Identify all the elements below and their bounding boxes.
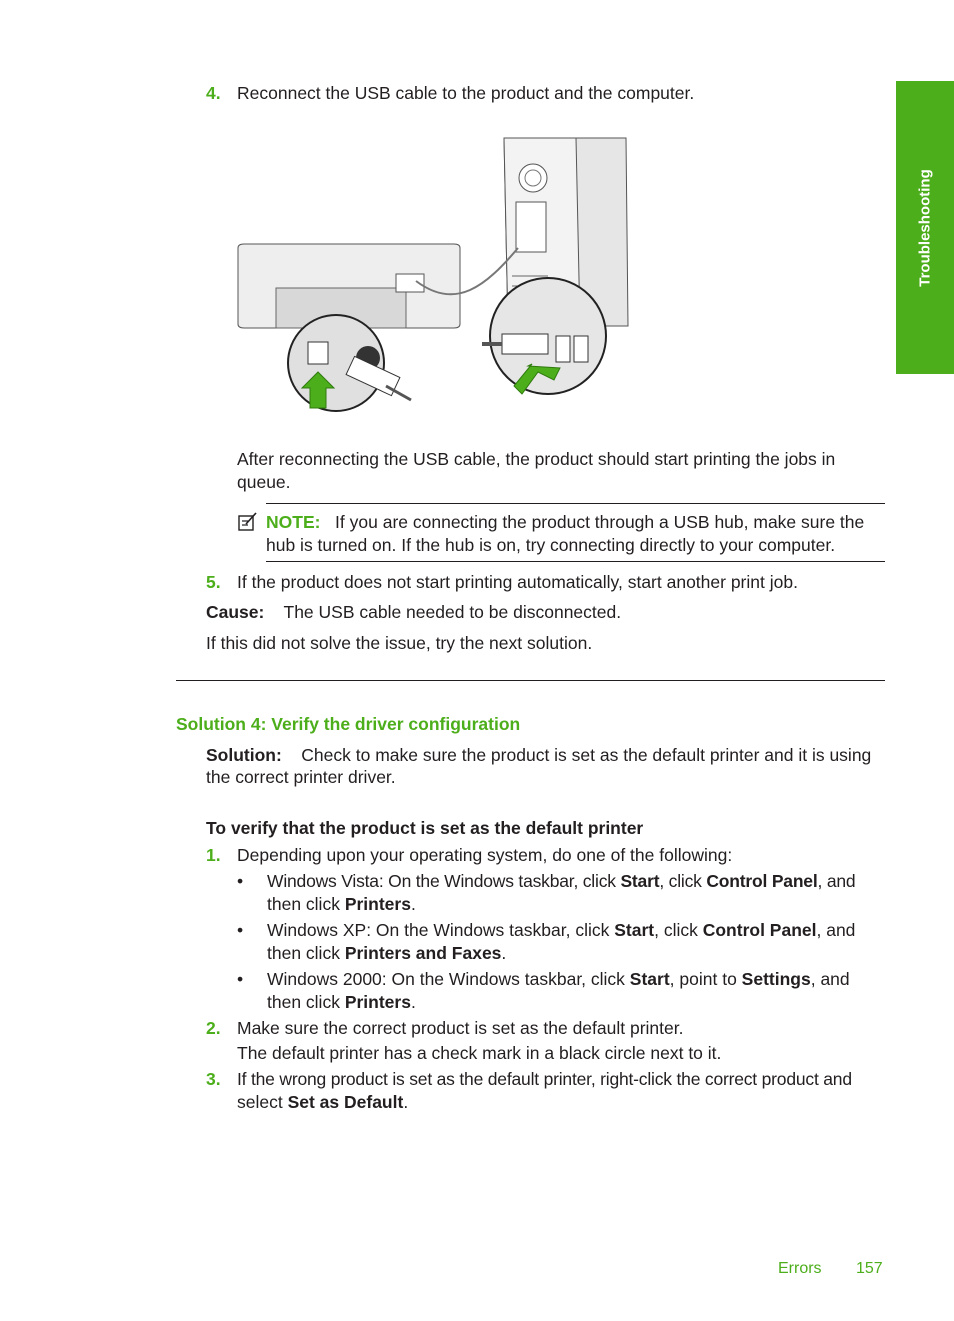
printer-illustration (238, 244, 460, 328)
bullet-xp-line-1: Windows XP: On the Windows taskbar, click Start, click Control Panel, and (267, 920, 856, 940)
cause-text: The USB cable needed to be disconnected. (283, 602, 622, 622)
step-3-number: 3. (206, 1069, 221, 1089)
step-5-text: If the product does not start printing automatically, start another print job. (237, 572, 798, 592)
step-2-number: 2. (206, 1018, 221, 1038)
bullet-vista-line-1: Windows Vista: On the Windows taskbar, click Start, click Control Panel, and (267, 871, 856, 891)
step-3-text: If the wrong product is set as the default printer, right-click the correct product and (237, 1069, 852, 1089)
note-top-rule (266, 503, 885, 504)
note-bottom-rule (266, 561, 885, 562)
step-1-text: Depending upon your operating system, do one of the following: (237, 845, 733, 865)
bullet-vista-line-2: then click Printers. (267, 894, 416, 914)
note-text-1: If you are connecting the product through a USB hub, make sure the (335, 512, 865, 532)
cause-line (206, 601, 621, 624)
bullet-vista-marker: • (237, 871, 244, 891)
computer-usb-port-zoom (482, 278, 606, 394)
note-icon (238, 512, 258, 532)
note-line-2: hub is turned on. If the hub is on, try connecting directly to your computer. (266, 535, 836, 555)
bullet-2000-marker: • (237, 969, 244, 989)
cause-label: Cause: (206, 602, 265, 622)
side-tab-label: Troubleshooting (916, 168, 934, 287)
step-3-line-2: select Set as Default. (237, 1092, 409, 1112)
after-reconnect-paragraph: After reconnecting the USB cable, the product should start printing the jobs in queue. (237, 449, 836, 492)
step-2-text: Make sure the correct product is set as the default printer. (237, 1018, 684, 1038)
section-divider (176, 680, 885, 681)
step-5-number: 5. (206, 572, 221, 592)
note-line-1 (266, 511, 891, 534)
bullet-2000-line-1: Windows 2000: On the Windows taskbar, click Start, point to Settings, and (267, 969, 850, 989)
step-2-subtext: The default printer has a check mark in a black circle next to it. (237, 1043, 722, 1063)
step-1-number: 1. (206, 845, 221, 865)
solution-label: Solution: (206, 745, 282, 765)
note-label: NOTE: (266, 512, 321, 532)
step-4-number: 4. (206, 83, 221, 103)
troubleshooting-side-tab (896, 81, 954, 374)
footer-page-number: 157 (856, 1260, 883, 1277)
solution-line-1 (206, 744, 896, 767)
usb-reconnect-illustration (236, 136, 636, 416)
solution-text-1: Check to make sure the product is set as the default printer and it is using (301, 745, 872, 765)
solution-line-2: the correct printer driver. (206, 767, 396, 787)
procedure-heading: To verify that the product is set as the default printer (206, 818, 644, 838)
solution-4-heading: Solution 4: Verify the driver configuration (176, 714, 521, 734)
bullet-xp-line-2: then click Printers and Faxes. (267, 943, 507, 963)
bullet-2000-line-2: then click Printers. (267, 992, 416, 1012)
next-solution-text: If this did not solve the issue, try the next solution. (206, 633, 593, 653)
bullet-xp-marker: • (237, 920, 244, 940)
step-4-text: Reconnect the USB cable to the product and the computer. (237, 83, 695, 103)
footer-section-name: Errors (778, 1260, 822, 1277)
printer-usb-port-zoom (288, 315, 411, 411)
